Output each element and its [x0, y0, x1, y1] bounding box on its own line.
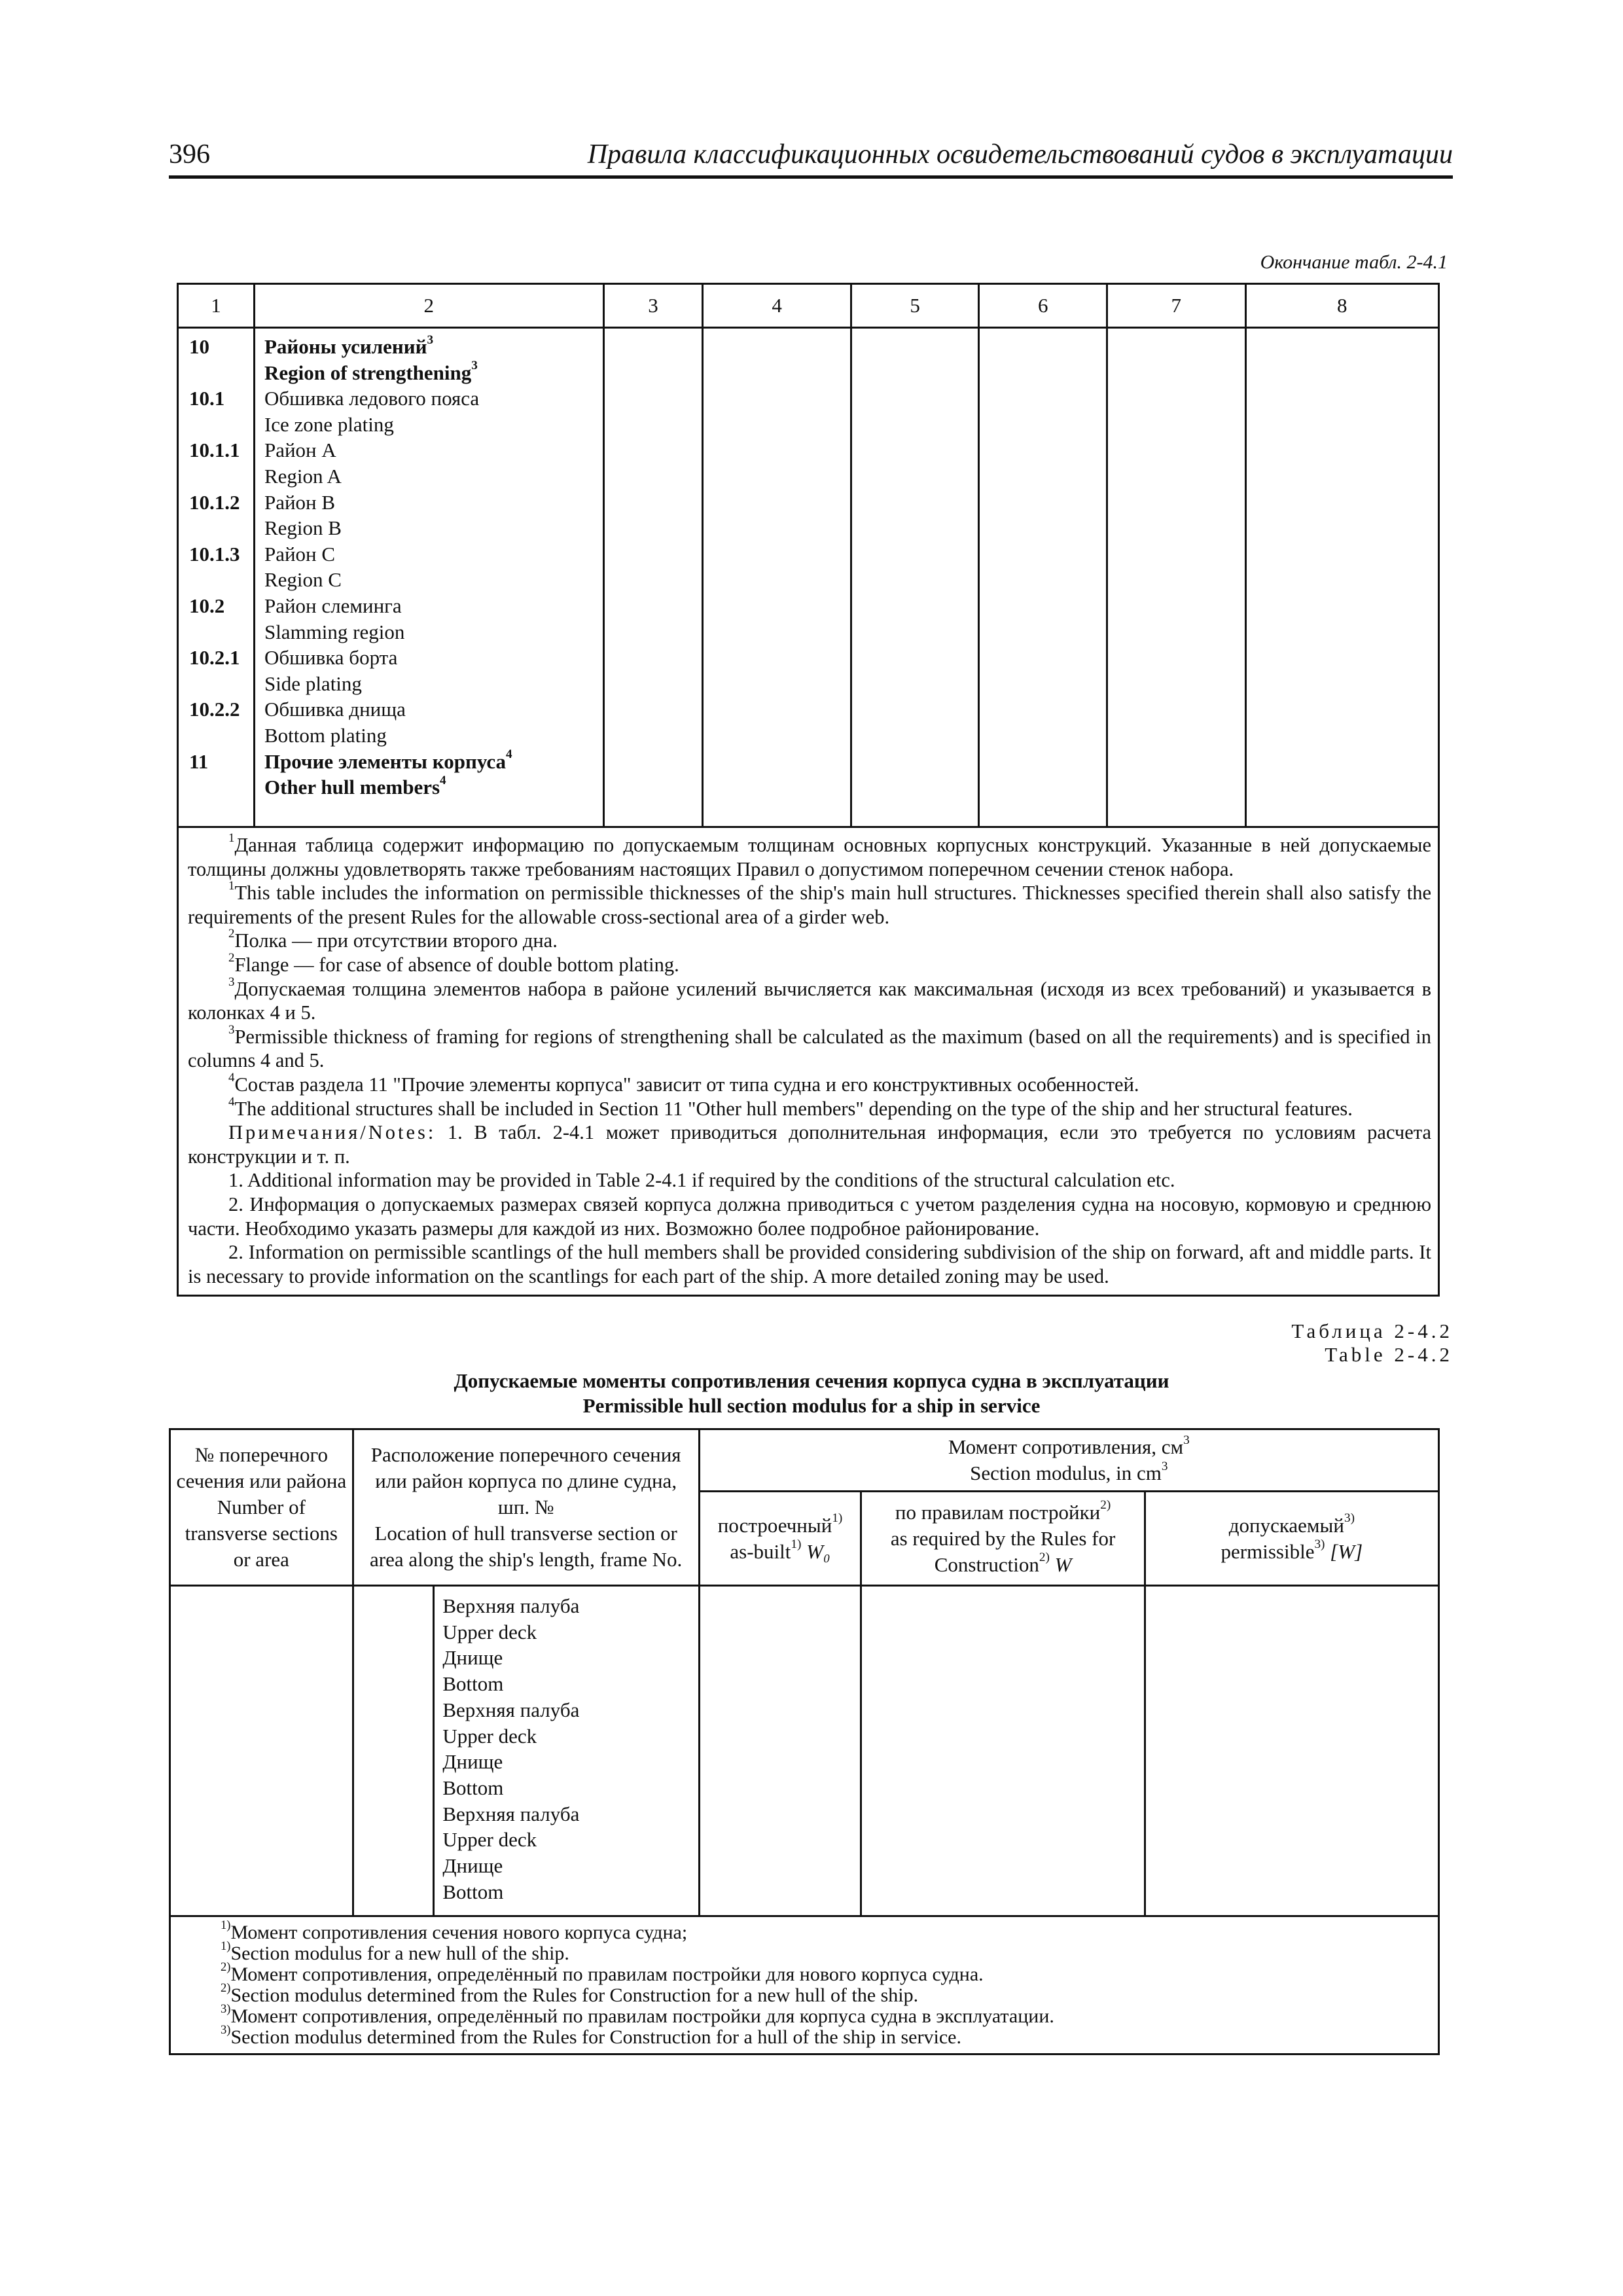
table-header-row: [178, 284, 1439, 328]
item-name-en: Region A: [264, 464, 342, 488]
footnote: $^{2)}$Section modulus determined from the Rules for Construction for a new hull of the ship.: [221, 1981, 919, 2006]
footnote: $^4$The additional structures shall be included in Section 11 "Other hull members" depending on the type of the ship and her structural features.: [228, 1094, 1353, 1120]
location-item: Upper deck: [442, 1620, 537, 1643]
running-title: Правила классификационных освидетельствований судов в эксплуатации: [587, 139, 1453, 170]
remark: Примечания/Notes: 1. В табл. 2-4.1 может приводиться дополнительная информация, если это требуется по условиям расчета конструкции и т. п.: [188, 1121, 1431, 1168]
empty-value-cell: [979, 328, 1107, 827]
table-body-row: [170, 1586, 1439, 1916]
item-name-en: Slamming region: [264, 620, 405, 643]
item-number: 10.1.2: [189, 490, 240, 514]
table-notes-row: [178, 827, 1439, 1296]
footnote: $^{3)}$Момент сопротивления, определённый по правилам постройки для корпуса судна в эксплуатации.: [221, 2002, 1054, 2027]
locations-cell: [434, 1586, 699, 1916]
col-header: 3: [603, 284, 703, 328]
footnote: $^{3)}$Section modulus determined from the Rules for Construction for a hull of the ship in service.: [221, 2023, 961, 2048]
footnote: $^{1)}$Момент сопротивления сечения нового корпуса судна;: [221, 1918, 688, 1943]
item-number: 10.1.1: [189, 439, 240, 462]
location-item: Bottom: [442, 1880, 504, 1903]
table-label-ru: Таблица 2-4.2: [1291, 1319, 1453, 1342]
item-names-cell: [254, 328, 603, 827]
empty-value-cell: [851, 328, 979, 827]
empty-value-cell: [699, 1586, 861, 1916]
item-number: 10.2.1: [189, 646, 240, 670]
location-item: Верхняя палуба: [442, 1594, 580, 1617]
footnote: $^2$Flange — for case of absence of double bottom plating.: [228, 951, 679, 976]
table-notes-row: [170, 1916, 1439, 2054]
footnote: $^3$Допускаемая толщина элементов набора в районе усилений вычисляется как максимальная (исходя из всех требований) и указывается в колонках 4 и 5.: [188, 975, 1431, 1024]
item-name-en: Region C: [264, 568, 342, 592]
location-item: Upper deck: [442, 1828, 537, 1852]
item-name-ru: Прочие элементы корпуса$^4$: [264, 748, 512, 773]
empty-value-cell: [1107, 328, 1246, 827]
item-name-ru: Район слеминга: [264, 594, 402, 617]
empty-value-cell: [1145, 1586, 1438, 1916]
item-number: 10.2: [189, 594, 225, 617]
footnote: $^3$Permissible thickness of framing for regions of strengthening shall be calculated as the maximum (based on all the requirements) and is specified in columns 4 and 5.: [188, 1022, 1431, 1072]
location-item: Днище: [442, 1750, 503, 1774]
col-header-section-number: № поперечного сечения или района Number of transverse sections or area: [170, 1429, 353, 1586]
item-name-ru: Район В: [264, 490, 336, 514]
item-number: 10.1.3: [189, 542, 240, 565]
item-number: 11: [189, 749, 209, 773]
item-name-en: Region B: [264, 516, 342, 540]
table-2-4-1: [177, 283, 1440, 1297]
col-header-rules: по правилам постройки$^{2)}$ as required by the Rules for Construction$^{2)}$ W: [861, 1492, 1145, 1586]
item-name-en: Region of strengthening$^3$: [264, 359, 478, 384]
location-item: Днище: [442, 1854, 503, 1878]
location-item: Upper deck: [442, 1724, 537, 1748]
location-item: Bottom: [442, 1776, 504, 1799]
table-body-row: [178, 328, 1439, 827]
col-header: 1: [178, 284, 255, 328]
location-item: Верхняя палуба: [442, 1698, 580, 1721]
table-continuation-label: Окончание табл. 2-4.1: [1260, 251, 1448, 273]
col-header: 7: [1107, 284, 1246, 328]
empty-value-cell: [603, 328, 703, 827]
empty-value-cell: [703, 328, 851, 827]
location-item: Днище: [442, 1646, 503, 1670]
page-number: 396: [169, 139, 210, 170]
remarks-label: Примечания/Notes:: [228, 1121, 437, 1144]
col-header-section-modulus: Момент сопротивления, $см^3$ Section modulus, in $cm^3$: [699, 1429, 1438, 1492]
footnote: $^1$This table includes the information on permissible thicknesses of the ship's main hull structures. Thicknesses specified therein shall also satisfy the requirements of the present Rules for the allowable cross-sectional area of a girder web.: [188, 879, 1431, 928]
item-name-en: Bottom plating: [264, 723, 387, 747]
item-name-en: Ice zone plating: [264, 412, 394, 436]
col-header: 5: [851, 284, 979, 328]
col-header: 2: [254, 284, 603, 328]
footnote: $^{1)}$Section modulus for a new hull of the ship.: [221, 1939, 569, 1964]
remark: 2. Information on permissible scantlings of the hull members shall be provided considering subdivision of the ship on forward, aft and middle parts. It is necessary to provide information on the scantlings for each part of the ship. A more detailed zoning may be used.: [188, 1241, 1431, 1287]
remark: 1. Additional information may be provided in Table 2-4.1 if required by the conditions of the structural calculation etc.: [228, 1169, 1175, 1192]
item-numbers-cell: [178, 328, 255, 827]
item-number: 10.2.2: [189, 698, 240, 721]
item-name-en: Other hull members$^4$: [264, 774, 446, 799]
empty-value-cell: [1245, 328, 1438, 827]
empty-value-cell: [861, 1586, 1145, 1916]
col-header: 8: [1245, 284, 1438, 328]
table-header-row: [170, 1429, 1439, 1492]
header-rule: [169, 175, 1453, 179]
location-item: Bottom: [442, 1672, 504, 1696]
table-title-ru: Допускаемые моменты сопротивления сечения корпуса судна в эксплуатации: [454, 1369, 1169, 1392]
item-name-ru: Район А: [264, 439, 336, 462]
location-item: Верхняя палуба: [442, 1802, 580, 1825]
footnote: $^1$Данная таблица содержит информацию по допускаемым толщинам основных корпусных конструкций. Указанные в ней допускаемые толщины должны удовлетворять также требованиям настоящих Правил о допустимом поперечном сечении стенок набора.: [188, 831, 1431, 880]
col-header-permissible: допускаемый$^{3)}$ permissible$^{3)}$ [W]: [1145, 1492, 1438, 1586]
footnote: $^2$Полка — при отсутствии второго дна.: [228, 927, 558, 952]
col-header-as-built: построечный$^{1)}$ as-built$^{1)}$ W₀: [699, 1492, 861, 1586]
col-header-location: Расположение поперечного сечения или район корпуса по длине судна, шп. № Location of hull transverse section or area along the ship's length, frame No.: [353, 1429, 699, 1586]
item-number: 10: [189, 335, 209, 358]
table-footnotes: [170, 1916, 1439, 2054]
table-footnotes: [178, 827, 1439, 1296]
item-name-ru: Обшивка борта: [264, 646, 398, 670]
footnote: $^4$Состав раздела 11 "Прочие элементы корпуса" зависит от типа судна и его конструктивных особенностей.: [228, 1071, 1139, 1096]
col-header: 6: [979, 284, 1107, 328]
empty-value-cell: [353, 1586, 434, 1916]
footnote: $^{2)}$Момент сопротивления, определённый по правилам постройки для нового корпуса судна.: [221, 1960, 984, 1985]
item-name-ru: Районы усилений$^3$: [264, 334, 434, 358]
table-2-4-2: [169, 1428, 1440, 2055]
col-header: 4: [703, 284, 851, 328]
empty-value-cell: [170, 1586, 353, 1916]
item-name-en: Side plating: [264, 672, 362, 695]
item-name-ru: Район С: [264, 542, 336, 565]
item-name-ru: Обшивка днища: [264, 698, 406, 721]
table-title-en: Permissible hull section modulus for a ship in service: [582, 1394, 1041, 1417]
table-label-en: Table 2-4.2: [1325, 1343, 1453, 1366]
item-number: 10.1: [189, 387, 225, 410]
remark: 2. Информация о допускаемых размерах связей корпуса должна приводиться с учетом разделения судна на носовую, кормовую и среднюю части. Необходимо указать размеры для каждой из них. Возможно более подробное районирование.: [188, 1193, 1431, 1240]
item-name-ru: Обшивка ледового пояса: [264, 387, 480, 410]
